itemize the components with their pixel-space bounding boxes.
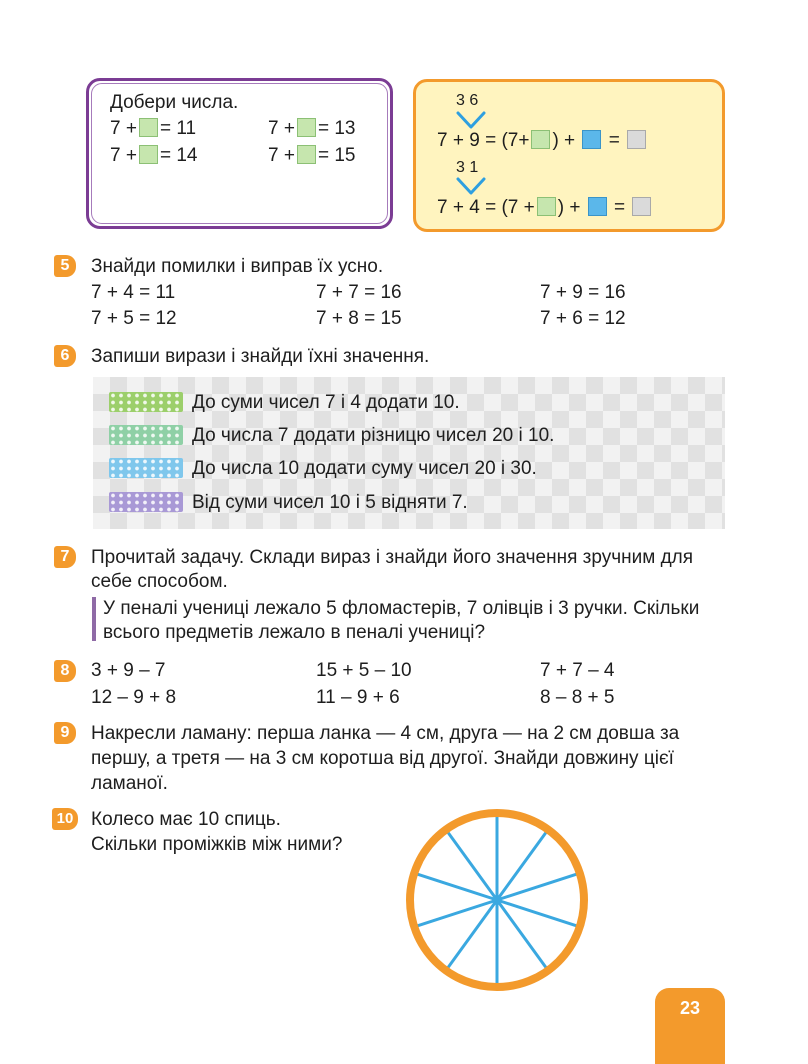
answer-square[interactable]: [139, 145, 158, 164]
split-arrow-icon: [455, 176, 487, 196]
task5-text: Знайди помилки і виправ їх усно.: [91, 256, 384, 277]
task7-problem-line1: У пеналі учениці лежало 5 фломастерів, 7 олівців і 3 ручки. Скільки: [103, 598, 700, 619]
wheel-spoke: [415, 900, 497, 927]
task-number-badge: 7: [54, 546, 76, 568]
task9-line2: першу, а третя — на 3 см коротша від другої. Знайди довжину цієї: [91, 748, 674, 769]
task8-eq: 15 + 5 – 10: [316, 660, 412, 681]
task-number-badge: 6: [54, 345, 76, 367]
box-left-eq-3: 7 + = 14: [110, 145, 198, 166]
task9-line1: Накресли ламану: перша ланка — 4 см, друга — на 2 см довша за: [91, 723, 680, 744]
wheel-illustration: [402, 804, 592, 994]
wheel-spoke: [447, 830, 498, 900]
task6-text: Запиши вирази і знайди їхні значення.: [91, 346, 430, 367]
task8-eq: 7 + 7 – 4: [540, 660, 615, 681]
hint-digits-1: 3 6: [456, 92, 479, 109]
wheel-spoke: [497, 900, 579, 927]
box-left-eq-4: 7 + = 15: [268, 145, 356, 166]
answer-square[interactable]: [297, 145, 316, 164]
task8-eq: 11 – 9 + 6: [316, 687, 400, 708]
task5-eq: 7 + 4 = 11: [91, 282, 176, 303]
wheel-spoke: [497, 830, 548, 900]
answer-square[interactable]: [531, 130, 550, 149]
box-left-title: Добери числа.: [110, 92, 239, 113]
answer-square[interactable]: [582, 130, 601, 149]
task5-eq: 7 + 6 = 12: [540, 308, 626, 329]
task5-eq: 7 + 5 = 12: [91, 308, 177, 329]
task10-line1: Колесо має 10 спиць.: [91, 809, 281, 830]
task-number-badge: 9: [54, 722, 76, 744]
problem-accent-bar: [92, 597, 96, 641]
task5-eq: 7 + 8 = 15: [316, 308, 402, 329]
wheel-spoke: [497, 873, 579, 900]
answer-square[interactable]: [139, 118, 158, 137]
task-number-badge: 5: [54, 255, 76, 277]
page-number-tab: [655, 988, 725, 1064]
task8-eq: 12 – 9 + 8: [91, 687, 177, 708]
task8-eq: 8 – 8 + 5: [540, 687, 615, 708]
task6-strip-purple: [109, 492, 183, 512]
task-number-badge: 10: [52, 808, 78, 830]
decomp-row-2: 7 + 4 = (7 + ) + =: [437, 197, 653, 219]
task6-strip-blue: [109, 458, 183, 478]
task10-line2: Скільки проміжків між ними?: [91, 834, 343, 855]
task-number-badge: 8: [54, 660, 76, 682]
wheel-spoke: [497, 900, 548, 970]
task7-line2: себе способом.: [91, 571, 228, 592]
wheel-spoke: [447, 900, 498, 970]
hint-digits-2: 3 1: [456, 159, 479, 176]
task6-item: До числа 7 додати різницю чисел 20 і 10.: [192, 425, 555, 446]
task9-line3: ламаної.: [91, 773, 168, 794]
task5-eq: 7 + 9 = 16: [540, 282, 626, 303]
wheel-spoke: [415, 873, 497, 900]
task7-line1: Прочитай задачу. Склади вираз і знайди його значення зручним для: [91, 547, 694, 568]
task6-item: Від суми чисел 10 і 5 відняти 7.: [192, 492, 468, 513]
task5-eq: 7 + 7 = 16: [316, 282, 402, 303]
task8-eq: 3 + 9 – 7: [91, 660, 166, 681]
decomp-row-1: 7 + 9 = (7+ ) + =: [437, 130, 648, 152]
page-number: 23: [679, 998, 701, 1018]
answer-square[interactable]: [632, 197, 651, 216]
answer-square[interactable]: [588, 197, 607, 216]
box-left-eq-2: 7 + = 13: [268, 118, 356, 139]
task6-strip-green: [109, 392, 183, 412]
split-arrow-icon: [455, 110, 487, 130]
answer-square[interactable]: [537, 197, 556, 216]
task7-problem-line2: всього предметів лежало в пеналі учениці?: [103, 622, 486, 643]
box-left-eq-1: 7 + = 11: [110, 118, 197, 139]
answer-square[interactable]: [627, 130, 646, 149]
task6-item: До числа 10 додати суму чисел 20 і 30.: [192, 458, 537, 479]
task6-strip-mint: [109, 425, 183, 445]
answer-square[interactable]: [297, 118, 316, 137]
task6-item: До суми чисел 7 і 4 додати 10.: [192, 392, 460, 413]
